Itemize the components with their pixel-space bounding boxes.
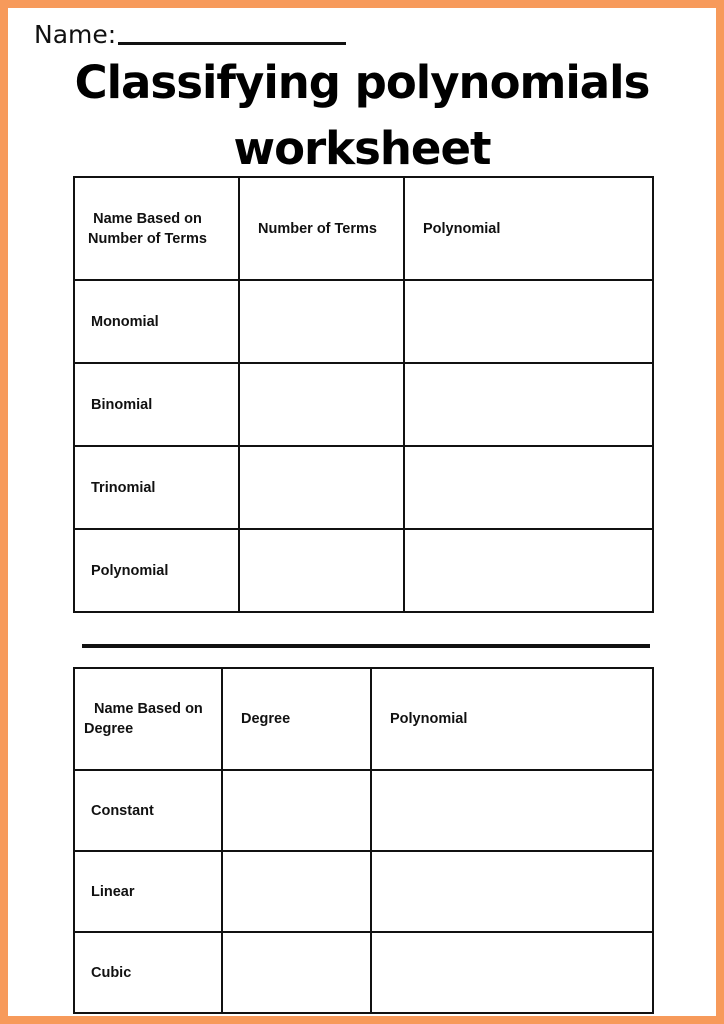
title-line-1: Classifying polynomials bbox=[74, 56, 650, 109]
table-row bbox=[74, 280, 653, 363]
answer-cell[interactable] bbox=[239, 363, 404, 446]
terms-header-count: Number of Terms bbox=[239, 177, 404, 280]
worksheet-title bbox=[8, 50, 716, 182]
degree-header-name-line2: Degree bbox=[84, 721, 134, 737]
terms-header-name-line1: Name Based on bbox=[93, 210, 202, 227]
title-line-2: worksheet bbox=[233, 122, 491, 175]
answer-cell[interactable] bbox=[371, 770, 653, 851]
table-row bbox=[74, 932, 653, 1013]
table-row bbox=[74, 851, 653, 932]
answer-cell[interactable] bbox=[239, 280, 404, 363]
answer-cell[interactable] bbox=[239, 529, 404, 612]
degree-table bbox=[73, 667, 654, 1014]
answer-cell[interactable] bbox=[404, 446, 653, 529]
name-label: Name: bbox=[34, 20, 117, 49]
terms-header-name-cell bbox=[74, 177, 239, 280]
answer-cell[interactable] bbox=[222, 932, 371, 1013]
row-label-constant: Constant bbox=[74, 770, 222, 851]
answer-cell[interactable] bbox=[222, 851, 371, 932]
worksheet-page bbox=[8, 8, 716, 1016]
table-row bbox=[74, 446, 653, 529]
terms-table bbox=[73, 176, 654, 613]
terms-header-polynomial: Polynomial bbox=[404, 177, 653, 280]
answer-cell[interactable] bbox=[404, 529, 653, 612]
section-divider bbox=[82, 644, 650, 648]
name-blank-line bbox=[118, 42, 346, 45]
student-name-field bbox=[34, 20, 346, 49]
row-label-polynomial: Polynomial bbox=[74, 529, 239, 612]
answer-cell[interactable] bbox=[404, 280, 653, 363]
row-label-trinomial: Trinomial bbox=[74, 446, 239, 529]
answer-cell[interactable] bbox=[371, 851, 653, 932]
table-row bbox=[74, 529, 653, 612]
table-row bbox=[74, 363, 653, 446]
degree-header-degree: Degree bbox=[222, 668, 371, 770]
row-label-monomial: Monomial bbox=[74, 280, 239, 363]
terms-header-name-line2: Number of Terms bbox=[88, 230, 207, 247]
table-row bbox=[74, 770, 653, 851]
degree-table-header bbox=[74, 668, 653, 770]
answer-cell[interactable] bbox=[239, 446, 404, 529]
row-label-binomial: Binomial bbox=[74, 363, 239, 446]
row-label-cubic: Cubic bbox=[74, 932, 222, 1013]
answer-cell[interactable] bbox=[222, 770, 371, 851]
terms-table-header bbox=[74, 177, 653, 280]
row-label-linear: Linear bbox=[74, 851, 222, 932]
degree-header-polynomial: Polynomial bbox=[371, 668, 653, 770]
answer-cell[interactable] bbox=[404, 363, 653, 446]
degree-header-name-cell bbox=[74, 668, 222, 770]
degree-header-name-line1: Name Based on bbox=[94, 701, 203, 717]
answer-cell[interactable] bbox=[371, 932, 653, 1013]
